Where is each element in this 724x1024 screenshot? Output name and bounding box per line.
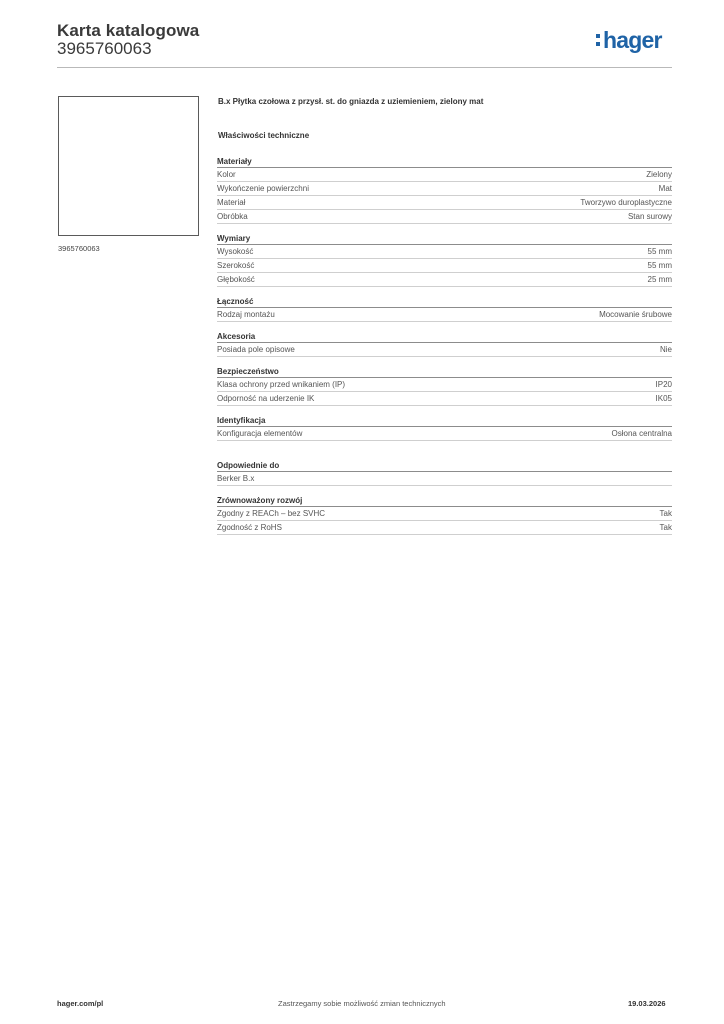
property-label: Szerokość [217, 261, 255, 270]
property-row [217, 182, 672, 196]
property-group [217, 156, 672, 224]
property-row [217, 427, 672, 441]
property-row [217, 343, 672, 357]
property-group [217, 366, 672, 406]
property-label: Rodzaj montażu [217, 310, 275, 319]
property-value: Tak [659, 523, 672, 532]
property-value: Stan surowy [627, 212, 672, 221]
property-value: IP20 [655, 380, 672, 389]
property-label: Konfiguracja elementów [217, 429, 303, 438]
property-label: Materiał [217, 198, 246, 207]
product-title: B.x Płytka czołowa z przysł. st. do gniazda z uziemieniem, zielony mat [218, 97, 484, 106]
property-group [217, 296, 672, 322]
property-label: Zgodność z RoHS [217, 523, 282, 532]
property-label: Kolor [217, 170, 236, 179]
property-row [217, 472, 672, 486]
property-row [217, 521, 672, 535]
hager-logo [596, 29, 662, 52]
property-label: Klasa ochrony przed wnikaniem (IP) [217, 380, 346, 389]
logo-colon-icon [596, 32, 601, 47]
property-label: Wykończenie powierzchni [217, 184, 309, 193]
property-group [217, 233, 672, 287]
property-group-title: Łączność [217, 296, 672, 308]
property-value: Osłona centralna [611, 429, 672, 438]
property-value: 55 mm [647, 247, 672, 256]
property-value: IK05 [655, 394, 672, 403]
footer-date: 19.03.2026 [628, 999, 666, 1008]
property-value: Mocowanie śrubowe [599, 310, 672, 319]
property-row [217, 273, 672, 287]
property-label: Odporność na uderzenie IK [217, 394, 315, 403]
property-group [217, 331, 672, 357]
property-group-title: Zrównoważony rozwój [217, 495, 672, 507]
header-divider [57, 67, 672, 68]
property-group-title: Wymiary [217, 233, 672, 245]
property-row [217, 196, 672, 210]
document-code: 3965760063 [57, 39, 152, 58]
property-row [217, 378, 672, 392]
property-value: Mat [658, 184, 672, 193]
property-row [217, 507, 672, 521]
property-group-title: Bezpieczeństwo [217, 366, 672, 378]
technical-properties-heading: Właściwości techniczne [218, 131, 310, 140]
property-value: Nie [659, 345, 672, 354]
property-row [217, 259, 672, 273]
property-group [217, 460, 672, 486]
property-value: Tworzywo duroplastyczne [580, 198, 672, 207]
property-label: Berker B.x [217, 474, 255, 483]
property-label: Obróbka [217, 212, 248, 221]
footer-disclaimer: Zastrzegamy sobie możliwość zmian technicznych [278, 999, 446, 1008]
property-value: Zielony [646, 170, 672, 179]
logo-text: hager [603, 27, 662, 53]
properties-groups [217, 156, 672, 544]
property-label: Zgodny z REACh – bez SVHC [217, 509, 326, 518]
property-row [217, 245, 672, 259]
property-group-title: Materiały [217, 156, 672, 168]
property-row [217, 168, 672, 182]
property-group [217, 415, 672, 441]
footer-website[interactable]: hager.com/pl [57, 999, 104, 1008]
property-group-title: Identyfikacja [217, 415, 672, 427]
property-label: Głębokość [217, 275, 255, 284]
property-row [217, 392, 672, 406]
property-row [217, 210, 672, 224]
property-label: Posiada pole opisowe [217, 345, 295, 354]
property-group-title: Odpowiednie do [217, 460, 672, 472]
property-value: Tak [659, 509, 672, 518]
property-group-title: Akcesoria [217, 331, 672, 343]
property-value: 25 mm [647, 275, 672, 284]
property-value: 55 mm [647, 261, 672, 270]
document-title: Karta katalogowa [57, 21, 200, 40]
property-group [217, 495, 672, 535]
product-image-caption: 3965760063 [58, 244, 100, 253]
property-row [217, 308, 672, 322]
property-label: Wysokość [217, 247, 254, 256]
product-image-placeholder [58, 96, 199, 236]
